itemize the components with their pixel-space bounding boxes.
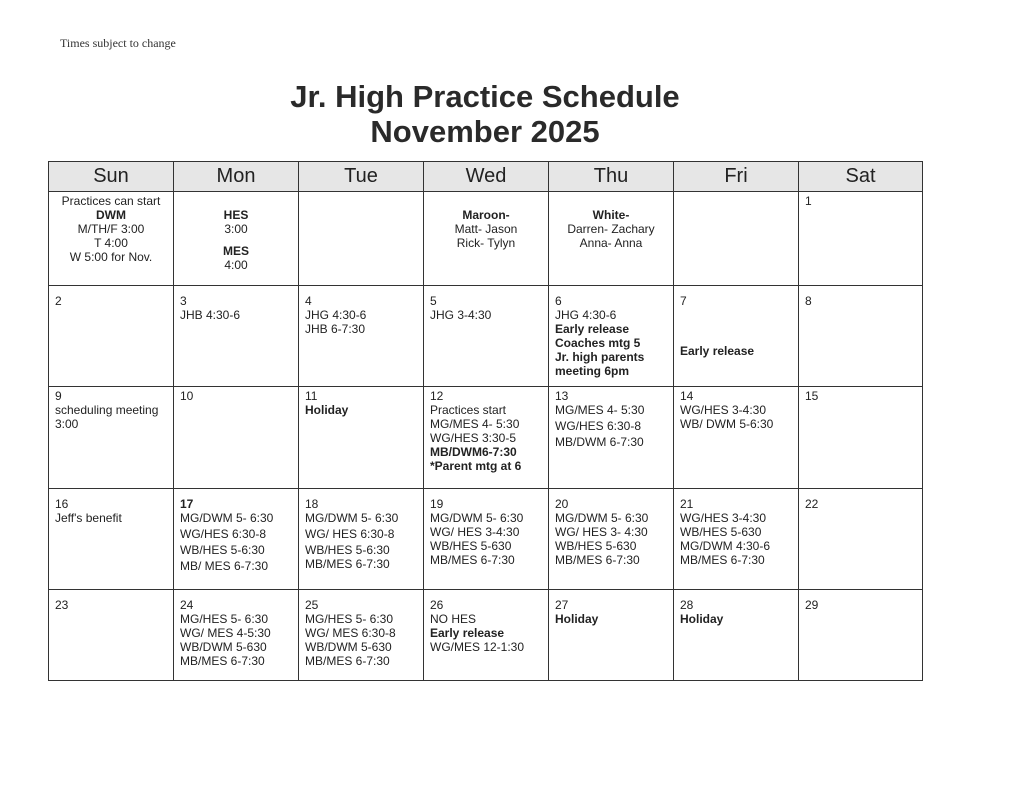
date-number: 19 xyxy=(430,497,444,511)
day-cell xyxy=(174,590,299,681)
cell-line: T 4:00 xyxy=(94,236,128,250)
date-number: 10 xyxy=(180,389,194,403)
cell-line: NO HES xyxy=(430,612,477,626)
cell-line: Jeff's benefit xyxy=(55,511,122,525)
calendar-table xyxy=(48,161,923,681)
schedule-title: Jr. High Practice Schedule xyxy=(290,79,680,114)
cell-line: Anna- Anna xyxy=(579,236,643,250)
date-number: 7 xyxy=(680,294,687,308)
cell-line: WG/HES 3-4:30 xyxy=(680,511,767,525)
day-cell xyxy=(549,387,674,489)
day-header-mon: Mon xyxy=(174,162,299,192)
cell-line: WB/HES 5-630 xyxy=(555,539,637,553)
date-number: 3 xyxy=(180,294,187,308)
cell-line: 3:00 xyxy=(224,222,248,236)
date-number: 1 xyxy=(805,194,812,208)
calendar-week-3 xyxy=(49,387,923,489)
cell-line: White- xyxy=(592,208,630,222)
calendar-week-2 xyxy=(49,286,923,387)
cell-line: WG/HES 6:30-8 xyxy=(555,419,642,433)
schedule-month: November 2025 xyxy=(370,114,600,149)
day-cell xyxy=(549,192,674,286)
day-cell xyxy=(174,192,299,286)
date-number: 27 xyxy=(555,598,569,612)
cell-line: WG/HES 3-4:30 xyxy=(680,403,767,417)
cell-line: scheduling meeting xyxy=(55,403,159,417)
cell-line: Coaches mtg 5 xyxy=(555,336,641,350)
cell-line: MB/MES 6-7:30 xyxy=(680,553,765,567)
cell-line: JHG 4:30-6 xyxy=(305,308,367,322)
cell-line: JHG 3-4:30 xyxy=(430,308,492,322)
cell-line: MG/DWM 5- 6:30 xyxy=(180,511,274,525)
cell-line: WG/ HES 6:30-8 xyxy=(305,527,395,541)
cell-line: MB/ MES 6-7:30 xyxy=(180,559,269,573)
day-cell xyxy=(799,489,923,590)
cell-line: Holiday xyxy=(555,612,599,626)
date-number: 9 xyxy=(55,389,62,403)
day-cell xyxy=(549,590,674,681)
cell-line: WG/ MES 4-5:30 xyxy=(180,626,271,640)
day-cell xyxy=(299,590,424,681)
date-number: 22 xyxy=(805,497,819,511)
cell-line: WG/HES 3:30-5 xyxy=(430,431,517,445)
cell-line: MG/HES 5- 6:30 xyxy=(180,612,269,626)
day-cell xyxy=(424,590,549,681)
cell-line: MG/DWM 5- 6:30 xyxy=(305,511,399,525)
day-cell xyxy=(674,192,799,286)
disclaimer-note: Times subject to change xyxy=(60,36,176,50)
date-number: 25 xyxy=(305,598,319,612)
day-header-tue: Tue xyxy=(299,162,424,192)
day-cell xyxy=(549,286,674,387)
cell-line: MB/MES 6-7:30 xyxy=(305,654,390,668)
cell-line: Practices start xyxy=(430,403,507,417)
day-header-sun: Sun xyxy=(49,162,174,192)
cell-line: meeting 6pm xyxy=(555,364,630,378)
day-cell xyxy=(799,590,923,681)
day-cell xyxy=(49,387,174,489)
cell-line: WB/DWM 5-630 xyxy=(305,640,392,654)
cell-line: Rick- Tylyn xyxy=(456,236,516,250)
cell-line: MB/MES 6-7:30 xyxy=(430,553,515,567)
day-cell xyxy=(799,286,923,387)
day-cell xyxy=(799,387,923,489)
cell-line: MB/MES 6-7:30 xyxy=(305,557,390,571)
cell-line: 3:00 xyxy=(55,417,79,431)
cell-line: WG/HES 6:30-8 xyxy=(180,527,267,541)
cell-line: JHG 4:30-6 xyxy=(555,308,617,322)
calendar-week-5 xyxy=(49,590,923,681)
day-cell xyxy=(424,192,549,286)
cell-line: WB/HES 5-6:30 xyxy=(305,543,390,557)
cell-line: WG/MES 12-1:30 xyxy=(430,640,525,654)
cell-line: MES xyxy=(222,244,249,258)
date-number: 28 xyxy=(680,598,694,612)
day-cell xyxy=(674,489,799,590)
day-cell xyxy=(674,387,799,489)
day-header-thu: Thu xyxy=(549,162,674,192)
cell-line: W 5:00 for Nov. xyxy=(69,250,153,264)
day-cell xyxy=(299,489,424,590)
cell-line: JHB 6-7:30 xyxy=(305,322,366,336)
day-cell xyxy=(424,387,549,489)
date-number: 20 xyxy=(555,497,569,511)
date-number: 6 xyxy=(555,294,562,308)
day-cell xyxy=(174,387,299,489)
day-cell xyxy=(549,489,674,590)
cell-line: Practices can start xyxy=(61,194,161,208)
day-cell xyxy=(799,192,923,286)
cell-line: Darren- Zachary xyxy=(567,222,655,236)
cell-line: *Parent mtg at 6 xyxy=(430,459,522,473)
cell-line: MB/DWM 6-7:30 xyxy=(555,435,644,449)
date-number: 14 xyxy=(680,389,694,403)
cell-line: WG/ HES 3-4:30 xyxy=(430,525,520,539)
cell-line: WB/HES 5-630 xyxy=(430,539,512,553)
day-cell xyxy=(49,489,174,590)
calendar-header-row xyxy=(49,162,923,192)
cell-line: WG/ MES 6:30-8 xyxy=(305,626,396,640)
cell-line: Maroon- xyxy=(462,208,510,222)
cell-line: Early release xyxy=(555,322,630,336)
day-header-wed: Wed xyxy=(424,162,549,192)
cell-line: MB/MES 6-7:30 xyxy=(555,553,640,567)
day-cell xyxy=(49,590,174,681)
date-number: 18 xyxy=(305,497,319,511)
cell-line: WB/DWM 5-630 xyxy=(180,640,267,654)
cell-line: MB/DWM6-7:30 xyxy=(430,445,517,459)
date-number: 13 xyxy=(555,389,569,403)
cell-line: MG/DWM 5- 6:30 xyxy=(555,511,649,525)
day-cell xyxy=(674,590,799,681)
date-number: 4 xyxy=(305,294,312,308)
cell-line: MB/MES 6-7:30 xyxy=(180,654,265,668)
date-number: 17 xyxy=(180,497,194,511)
cell-line: Early release xyxy=(680,344,755,358)
cell-line: HES xyxy=(223,208,249,222)
date-number: 16 xyxy=(55,497,69,511)
cell-line: Jr. high parents xyxy=(555,350,645,364)
cell-line: MG/MES 4- 5:30 xyxy=(555,403,645,417)
day-header-sat: Sat xyxy=(799,162,923,192)
cell-line: Early release xyxy=(430,626,505,640)
cell-line: WB/HES 5-630 xyxy=(680,525,762,539)
day-cell xyxy=(174,286,299,387)
date-number: 29 xyxy=(805,598,819,612)
date-number: 5 xyxy=(430,294,437,308)
cell-line: MG/MES 4- 5:30 xyxy=(430,417,520,431)
calendar-week-1 xyxy=(49,192,923,286)
date-number: 23 xyxy=(55,598,69,612)
day-cell xyxy=(424,286,549,387)
day-cell xyxy=(674,286,799,387)
cell-line: MG/DWM 5- 6:30 xyxy=(430,511,524,525)
day-header-fri: Fri xyxy=(674,162,799,192)
cell-line: Holiday xyxy=(305,403,349,417)
day-cell xyxy=(49,286,174,387)
date-number: 11 xyxy=(305,389,318,403)
cell-line: DWM xyxy=(96,208,126,222)
cell-line: Holiday xyxy=(680,612,724,626)
date-number: 15 xyxy=(805,389,819,403)
cell-line: WG/ HES 3- 4:30 xyxy=(555,525,648,539)
day-cell xyxy=(299,286,424,387)
cell-line: MG/DWM 4:30-6 xyxy=(680,539,771,553)
date-number: 2 xyxy=(55,294,62,308)
cell-line: Matt- Jason xyxy=(454,222,518,236)
date-number: 8 xyxy=(805,294,812,308)
day-cell xyxy=(424,489,549,590)
cell-line: WB/HES 5-6:30 xyxy=(180,543,265,557)
calendar-week-4 xyxy=(49,489,923,590)
date-number: 26 xyxy=(430,598,444,612)
cell-line: 4:00 xyxy=(224,258,248,272)
date-number: 24 xyxy=(180,598,194,612)
day-cell xyxy=(174,489,299,590)
cell-line: WB/ DWM 5-6:30 xyxy=(680,417,774,431)
cell-line: JHB 4:30-6 xyxy=(180,308,241,322)
date-number: 21 xyxy=(680,497,694,511)
cell-line: M/TH/F 3:00 xyxy=(77,222,145,236)
day-cell xyxy=(299,387,424,489)
cell-line: MG/HES 5- 6:30 xyxy=(305,612,394,626)
day-cell xyxy=(49,192,174,286)
day-cell xyxy=(299,192,424,286)
date-number: 12 xyxy=(430,389,444,403)
